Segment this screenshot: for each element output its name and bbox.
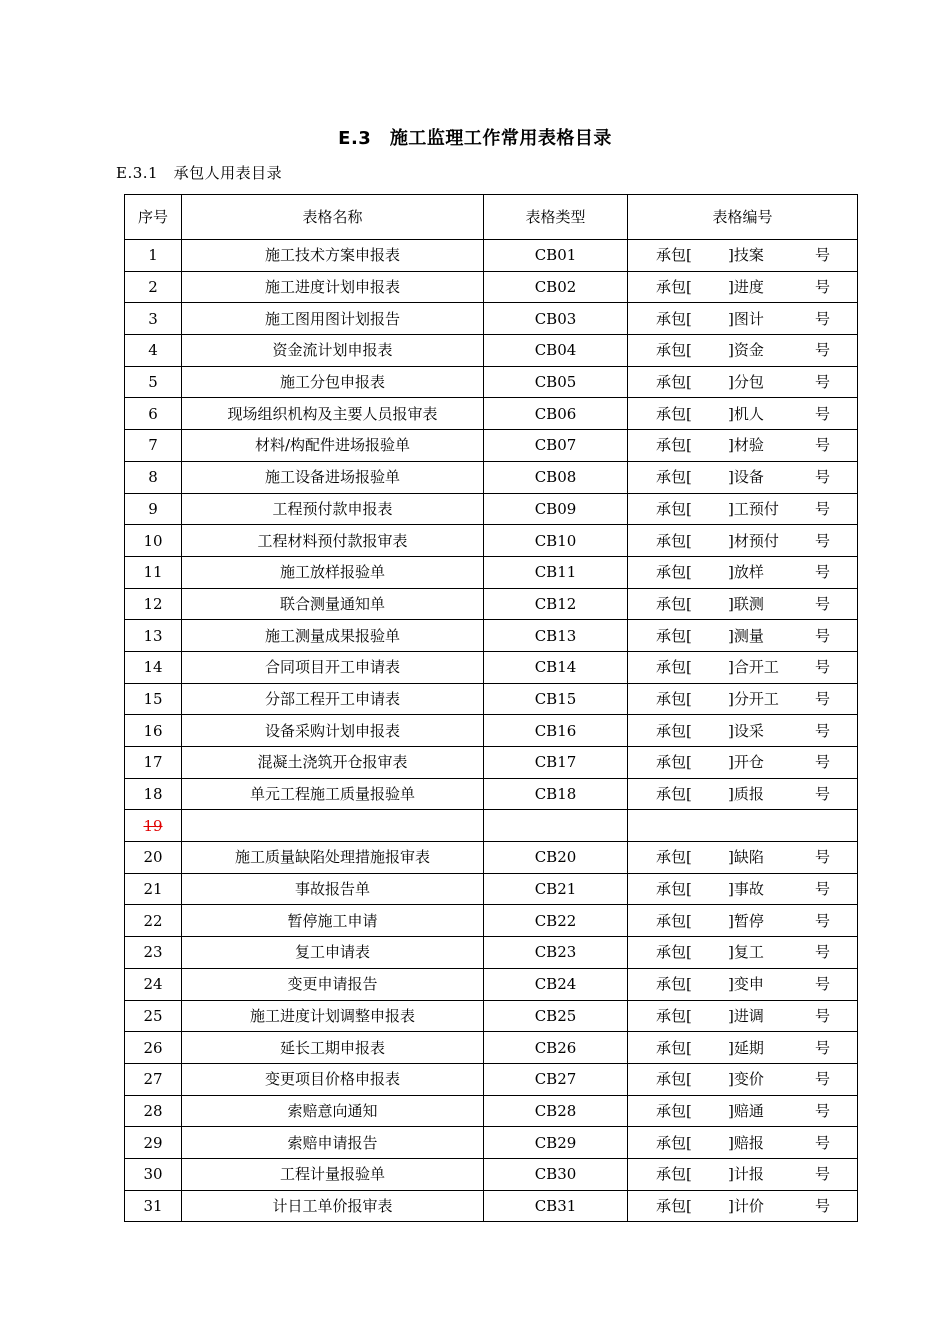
form-code-suffix: 号 [814, 341, 830, 360]
row-form-type: CB25 [484, 1000, 628, 1032]
form-code-suffix: 号 [814, 404, 830, 423]
row-form-code [628, 588, 858, 620]
form-code-prefix: 承包[ [656, 626, 692, 645]
table-row [125, 842, 858, 874]
form-code [628, 1128, 857, 1158]
form-code-prefix: 承包[ [656, 531, 692, 550]
form-code [628, 716, 857, 746]
row-serial-no: 4 [125, 335, 182, 367]
table-row [125, 335, 858, 367]
form-code-abbreviation: ]变价 [728, 1070, 764, 1089]
row-form-type: CB30 [484, 1158, 628, 1190]
row-form-code [628, 1095, 858, 1127]
row-form-name: 索赔申请报告 [182, 1127, 484, 1159]
form-code-suffix: 号 [814, 721, 830, 740]
row-form-type: CB15 [484, 683, 628, 715]
form-code-suffix: 号 [814, 911, 830, 930]
row-serial-no: 22 [125, 905, 182, 937]
form-code-abbreviation: ]材预付 [728, 531, 779, 550]
row-form-code [628, 620, 858, 652]
form-code-abbreviation: ]质报 [728, 785, 764, 804]
form-code-suffix: 号 [814, 975, 830, 994]
form-code-prefix: 承包[ [656, 309, 692, 328]
form-code [628, 304, 857, 334]
form-code-abbreviation: ]设备 [728, 468, 764, 487]
row-form-code [628, 271, 858, 303]
row-serial-no: 12 [125, 588, 182, 620]
form-code-prefix: 承包[ [656, 246, 692, 265]
row-form-name: 计日工单价报审表 [182, 1190, 484, 1222]
form-code-prefix: 承包[ [656, 658, 692, 677]
header-form-code: 表格编号 [628, 195, 858, 240]
form-code [628, 272, 857, 302]
form-code-suffix: 号 [814, 1165, 830, 1184]
row-form-type: CB29 [484, 1127, 628, 1159]
row-form-name: 工程预付款申报表 [182, 493, 484, 525]
form-code [628, 747, 857, 777]
row-form-type: CB18 [484, 778, 628, 810]
table-row [125, 620, 858, 652]
row-form-code [628, 842, 858, 874]
form-code-abbreviation: ]缺陷 [728, 848, 764, 867]
table-row [125, 430, 858, 462]
table-row [125, 240, 858, 272]
form-code-prefix: 承包[ [656, 404, 692, 423]
form-code-abbreviation: ]赔报 [728, 1133, 764, 1152]
row-form-name: 施工图用图计划报告 [182, 303, 484, 335]
form-code [628, 1064, 857, 1094]
table-row [125, 683, 858, 715]
row-form-type: CB14 [484, 651, 628, 683]
form-code [628, 1159, 857, 1189]
table-row [125, 398, 858, 430]
row-serial-no: 17 [125, 747, 182, 779]
row-form-type: CB26 [484, 1032, 628, 1064]
row-serial-no: 24 [125, 968, 182, 1000]
form-code-suffix: 号 [814, 373, 830, 392]
row-form-code [628, 430, 858, 462]
row-form-code [628, 1000, 858, 1032]
form-code-abbreviation: ]复工 [728, 943, 764, 962]
form-code-abbreviation: ]事故 [728, 880, 764, 899]
row-serial-no: 9 [125, 493, 182, 525]
form-code-prefix: 承包[ [656, 880, 692, 899]
row-form-name: 工程材料预付款报审表 [182, 525, 484, 557]
table-header-row [125, 195, 858, 240]
table-row [125, 303, 858, 335]
form-code-abbreviation: ]图计 [728, 309, 764, 328]
form-code-abbreviation: ]放样 [728, 563, 764, 582]
table-row [125, 1000, 858, 1032]
row-serial-no: 11 [125, 556, 182, 588]
row-form-type: CB24 [484, 968, 628, 1000]
form-code [628, 557, 857, 587]
form-code-prefix: 承包[ [656, 1038, 692, 1057]
row-form-name: 延长工期申报表 [182, 1032, 484, 1064]
row-form-code [628, 366, 858, 398]
table-row [125, 1127, 858, 1159]
form-code-prefix: 承包[ [656, 689, 692, 708]
form-code [628, 906, 857, 936]
row-form-type: CB28 [484, 1095, 628, 1127]
table-row [125, 271, 858, 303]
row-form-type: CB21 [484, 873, 628, 905]
row-form-type: CB12 [484, 588, 628, 620]
form-code [628, 937, 857, 967]
row-form-code [628, 556, 858, 588]
form-code [628, 969, 857, 999]
row-form-code [628, 335, 858, 367]
row-form-code [628, 461, 858, 493]
table-row [125, 937, 858, 969]
row-serial-no: 3 [125, 303, 182, 335]
table-row [125, 873, 858, 905]
header-form-name: 表格名称 [182, 195, 484, 240]
form-code-prefix: 承包[ [656, 499, 692, 518]
row-form-code [628, 810, 858, 842]
row-serial-no: 19 [125, 810, 182, 842]
row-serial-no: 14 [125, 651, 182, 683]
row-form-name: 施工质量缺陷处理措施报审表 [182, 842, 484, 874]
form-code-abbreviation: ]赔通 [728, 1101, 764, 1120]
contractor-forms-table [124, 194, 858, 1222]
row-form-name: 资金流计划申报表 [182, 335, 484, 367]
row-form-code [628, 715, 858, 747]
form-code-prefix: 承包[ [656, 753, 692, 772]
table-row [125, 715, 858, 747]
table-row [125, 1190, 858, 1222]
row-serial-no: 8 [125, 461, 182, 493]
form-code-abbreviation: ]测量 [728, 626, 764, 645]
form-code [628, 1001, 857, 1031]
row-form-code [628, 778, 858, 810]
row-serial-no: 25 [125, 1000, 182, 1032]
row-form-code [628, 683, 858, 715]
row-serial-no: 15 [125, 683, 182, 715]
row-form-type: CB31 [484, 1190, 628, 1222]
row-form-code [628, 937, 858, 969]
table-row [125, 1095, 858, 1127]
row-form-name: 索赔意向通知 [182, 1095, 484, 1127]
row-form-name: 混凝土浇筑开仓报审表 [182, 747, 484, 779]
row-form-type: CB08 [484, 461, 628, 493]
row-serial-no: 23 [125, 937, 182, 969]
row-form-name: 变更项目价格申报表 [182, 1063, 484, 1095]
form-code-prefix: 承包[ [656, 721, 692, 740]
form-code [628, 1033, 857, 1063]
table-row [125, 588, 858, 620]
row-form-code [628, 1158, 858, 1190]
table-row [125, 366, 858, 398]
form-code-prefix: 承包[ [656, 563, 692, 582]
form-code [628, 811, 857, 841]
form-code-prefix: 承包[ [656, 1196, 692, 1215]
form-code-suffix: 号 [814, 1038, 830, 1057]
row-form-name: 材料/构配件进场报验单 [182, 430, 484, 462]
form-code-abbreviation: ]合开工 [728, 658, 779, 677]
form-code-abbreviation: ]联测 [728, 594, 764, 613]
row-form-name: 分部工程开工申请表 [182, 683, 484, 715]
form-code-suffix: 号 [814, 531, 830, 550]
row-form-name: 施工测量成果报验单 [182, 620, 484, 652]
form-code-prefix: 承包[ [656, 848, 692, 867]
row-form-type: CB02 [484, 271, 628, 303]
form-code-suffix: 号 [814, 1196, 830, 1215]
row-form-name: 合同项目开工申请表 [182, 651, 484, 683]
header-form-type: 表格类型 [484, 195, 628, 240]
row-serial-no: 7 [125, 430, 182, 462]
form-code-prefix: 承包[ [656, 943, 692, 962]
row-form-type: CB07 [484, 430, 628, 462]
form-code-suffix: 号 [814, 943, 830, 962]
table-row [125, 778, 858, 810]
form-code-suffix: 号 [814, 880, 830, 899]
form-code-prefix: 承包[ [656, 436, 692, 455]
row-form-code [628, 1032, 858, 1064]
row-form-type [484, 810, 628, 842]
row-form-type: CB27 [484, 1063, 628, 1095]
form-code-suffix: 号 [814, 594, 830, 613]
table-row [125, 968, 858, 1000]
form-code [628, 589, 857, 619]
row-form-name: 单元工程施工质量报验单 [182, 778, 484, 810]
form-code [628, 779, 857, 809]
form-code-prefix: 承包[ [656, 1165, 692, 1184]
form-code-suffix: 号 [814, 658, 830, 677]
row-serial-no: 16 [125, 715, 182, 747]
form-code-prefix: 承包[ [656, 1133, 692, 1152]
form-code [628, 684, 857, 714]
form-code [628, 399, 857, 429]
form-code-abbreviation: ]设采 [728, 721, 764, 740]
table-row [125, 810, 858, 842]
row-form-name: 复工申请表 [182, 937, 484, 969]
row-form-type: CB22 [484, 905, 628, 937]
row-form-code [628, 905, 858, 937]
form-code-abbreviation: ]机人 [728, 404, 764, 423]
form-code [628, 1191, 857, 1221]
row-form-name: 设备采购计划申报表 [182, 715, 484, 747]
row-form-type: CB03 [484, 303, 628, 335]
form-code-abbreviation: ]技案 [728, 246, 764, 265]
form-code-abbreviation: ]暂停 [728, 911, 764, 930]
row-serial-no: 29 [125, 1127, 182, 1159]
row-form-code [628, 1190, 858, 1222]
row-serial-no: 2 [125, 271, 182, 303]
form-code-prefix: 承包[ [656, 373, 692, 392]
form-code-prefix: 承包[ [656, 468, 692, 487]
row-form-code [628, 398, 858, 430]
row-serial-no: 6 [125, 398, 182, 430]
form-code-suffix: 号 [814, 753, 830, 772]
form-code-suffix: 号 [814, 499, 830, 518]
row-form-code [628, 968, 858, 1000]
form-code-abbreviation: ]资金 [728, 341, 764, 360]
form-code-suffix: 号 [814, 1101, 830, 1120]
form-code-suffix: 号 [814, 689, 830, 708]
row-form-type: CB13 [484, 620, 628, 652]
form-code-abbreviation: ]计价 [728, 1196, 764, 1215]
row-form-type: CB16 [484, 715, 628, 747]
form-code-abbreviation: ]进度 [728, 278, 764, 297]
row-form-code [628, 873, 858, 905]
row-form-type: CB05 [484, 366, 628, 398]
form-code [628, 430, 857, 460]
form-code-prefix: 承包[ [656, 1101, 692, 1120]
row-form-code [628, 525, 858, 557]
table-row [125, 493, 858, 525]
row-form-code [628, 1127, 858, 1159]
row-form-code [628, 1063, 858, 1095]
row-serial-no: 5 [125, 366, 182, 398]
form-code-abbreviation: ]材验 [728, 436, 764, 455]
row-form-name: 变更申请报告 [182, 968, 484, 1000]
row-form-type: CB20 [484, 842, 628, 874]
row-form-type: CB09 [484, 493, 628, 525]
row-form-type: CB10 [484, 525, 628, 557]
row-serial-no: 21 [125, 873, 182, 905]
form-code [628, 494, 857, 524]
form-code-prefix: 承包[ [656, 911, 692, 930]
form-code [628, 462, 857, 492]
form-code [628, 335, 857, 365]
row-serial-no: 31 [125, 1190, 182, 1222]
row-serial-no: 20 [125, 842, 182, 874]
row-serial-no: 18 [125, 778, 182, 810]
header-serial-no: 序号 [125, 195, 182, 240]
table-row [125, 461, 858, 493]
form-code-prefix: 承包[ [656, 594, 692, 613]
row-serial-no: 30 [125, 1158, 182, 1190]
form-code [628, 367, 857, 397]
row-form-name: 暂停施工申请 [182, 905, 484, 937]
table-row [125, 1158, 858, 1190]
row-form-code [628, 303, 858, 335]
form-code-prefix: 承包[ [656, 975, 692, 994]
form-code-suffix: 号 [814, 785, 830, 804]
form-code [628, 240, 857, 270]
form-code-suffix: 号 [814, 436, 830, 455]
form-code-prefix: 承包[ [656, 278, 692, 297]
form-code-suffix: 号 [814, 278, 830, 297]
row-serial-no: 10 [125, 525, 182, 557]
row-form-name: 施工放样报验单 [182, 556, 484, 588]
form-code-suffix: 号 [814, 468, 830, 487]
row-form-name: 施工分包申报表 [182, 366, 484, 398]
table-row [125, 556, 858, 588]
row-form-type: CB17 [484, 747, 628, 779]
table-row [125, 1063, 858, 1095]
row-form-code [628, 493, 858, 525]
form-code-suffix: 号 [814, 1006, 830, 1025]
form-code-abbreviation: ]变申 [728, 975, 764, 994]
row-serial-no: 1 [125, 240, 182, 272]
row-form-name: 施工设备进场报验单 [182, 461, 484, 493]
row-form-name: 施工进度计划申报表 [182, 271, 484, 303]
table-row [125, 525, 858, 557]
row-form-code [628, 651, 858, 683]
form-code [628, 621, 857, 651]
row-serial-no: 27 [125, 1063, 182, 1095]
form-code-abbreviation: ]进调 [728, 1006, 764, 1025]
form-code-abbreviation: ]分包 [728, 373, 764, 392]
row-form-type: CB01 [484, 240, 628, 272]
row-form-name: 现场组织机构及主要人员报审表 [182, 398, 484, 430]
row-form-name: 事故报告单 [182, 873, 484, 905]
table-row [125, 905, 858, 937]
form-code-suffix: 号 [814, 309, 830, 328]
row-form-type: CB04 [484, 335, 628, 367]
table-row [125, 747, 858, 779]
form-code-abbreviation: ]计报 [728, 1165, 764, 1184]
form-code-abbreviation: ]工预付 [728, 499, 779, 518]
form-code-suffix: 号 [814, 848, 830, 867]
form-code-abbreviation: ]延期 [728, 1038, 764, 1057]
form-code-abbreviation: ]分开工 [728, 689, 779, 708]
form-code-prefix: 承包[ [656, 1070, 692, 1089]
form-code [628, 526, 857, 556]
row-form-name: 联合测量通知单 [182, 588, 484, 620]
row-serial-no: 26 [125, 1032, 182, 1064]
section-subtitle: E.3.1 承包人用表目录 [116, 164, 283, 182]
form-code-suffix: 号 [814, 1070, 830, 1089]
row-serial-no: 13 [125, 620, 182, 652]
row-form-name: 施工技术方案申报表 [182, 240, 484, 272]
row-serial-no: 28 [125, 1095, 182, 1127]
form-code [628, 652, 857, 682]
row-form-code [628, 240, 858, 272]
form-code-suffix: 号 [814, 626, 830, 645]
row-form-name: 施工进度计划调整申报表 [182, 1000, 484, 1032]
form-code [628, 874, 857, 904]
form-code-suffix: 号 [814, 1133, 830, 1152]
row-form-code [628, 747, 858, 779]
row-form-type: CB23 [484, 937, 628, 969]
form-code-prefix: 承包[ [656, 341, 692, 360]
row-form-name: 工程计量报验单 [182, 1158, 484, 1190]
form-code-suffix: 号 [814, 246, 830, 265]
page-title: E.3 施工监理工作常用表格目录 [338, 128, 612, 149]
row-form-name [182, 810, 484, 842]
row-form-type: CB11 [484, 556, 628, 588]
form-code [628, 842, 857, 872]
table-row [125, 651, 858, 683]
form-code-prefix: 承包[ [656, 1006, 692, 1025]
table-row [125, 1032, 858, 1064]
table-body [125, 240, 858, 1222]
row-form-type: CB06 [484, 398, 628, 430]
form-code-suffix: 号 [814, 563, 830, 582]
form-code-abbreviation: ]开仓 [728, 753, 764, 772]
form-code [628, 1096, 857, 1126]
form-code-prefix: 承包[ [656, 785, 692, 804]
